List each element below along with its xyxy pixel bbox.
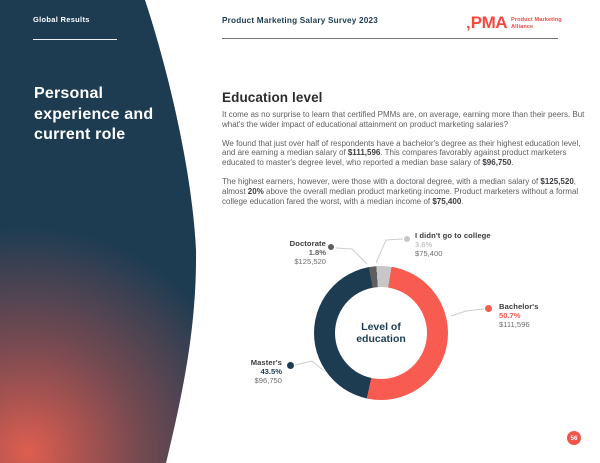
segment-salary: $111,596 (499, 319, 530, 329)
segment-name: Bachelor's (499, 302, 539, 311)
chart-label-doctorate (226, 240, 326, 266)
segment-salary: $96,750 (254, 375, 282, 385)
paragraph: It come as no surprise to learn that certified PMMs are, on average, earning more than their peers. But what's the wider impact of educational attainment on product marketing salaries? (222, 110, 585, 129)
segment-pct: 43.5% (260, 366, 282, 376)
donut-center-label-line2: education (356, 333, 406, 345)
article-heading: Education level (222, 90, 323, 105)
segment-name: Doctorate (289, 239, 326, 248)
segment-salary: $75,400 (415, 248, 443, 258)
masters-legend-dot (287, 362, 294, 369)
pma-logo-name-line1: Product Marketing (511, 17, 562, 23)
segment-pct: 3.6% (415, 239, 433, 249)
chart-label-no-college (415, 232, 491, 258)
pma-logo-name-line2: Alliance (511, 23, 534, 30)
paragraph: The highest earners, however, were those with a doctoral degree, with a median salary of $125,520, almost 20% above the overall median product marketing income. Product marketers without a formal college education fared the worst, with a median income of $75,400. (222, 176, 579, 206)
header-title: Product Marketing Salary Survey 2023 (222, 16, 379, 25)
pma-logo-mark: ‚ (466, 13, 471, 32)
donut-chart (314, 266, 448, 400)
pma-logo-name (511, 17, 562, 30)
chart-label-masters (182, 359, 282, 385)
doctorate-legend-dot (328, 244, 334, 250)
bachelors-legend-dot (485, 305, 492, 312)
no-college-legend-dot (404, 236, 410, 242)
pma-logo-acronym: PMA (470, 13, 508, 32)
header-divider (222, 38, 558, 39)
panel-red-glow (0, 0, 196, 463)
donut-hole (335, 287, 427, 379)
sidebar-title: Personal experience and current role (34, 85, 154, 143)
pma-logo (466, 13, 562, 33)
chart-label-bachelors (499, 303, 539, 329)
header-section-label: Global Results (33, 15, 90, 24)
article-body (222, 110, 592, 215)
segment-name: I didn't go to college (415, 231, 491, 240)
header-section-underline (33, 39, 117, 40)
segment-pct: 1.8% (308, 247, 326, 257)
page-number-badge: 56 (567, 431, 581, 445)
segment-name: Master's (250, 358, 282, 367)
donut-center-label-line1: Level of (361, 320, 401, 333)
segment-salary: $125,520 (294, 256, 326, 266)
paragraph: We found that just over half of respondents have a bachelor's degree as their highest education level, and are earning a median salary of $111,596. This compares favorably against product marketers educated to master's degree level, who reported a median base salary of $96,750. (222, 138, 581, 168)
segment-pct: 50.7% (499, 310, 521, 320)
